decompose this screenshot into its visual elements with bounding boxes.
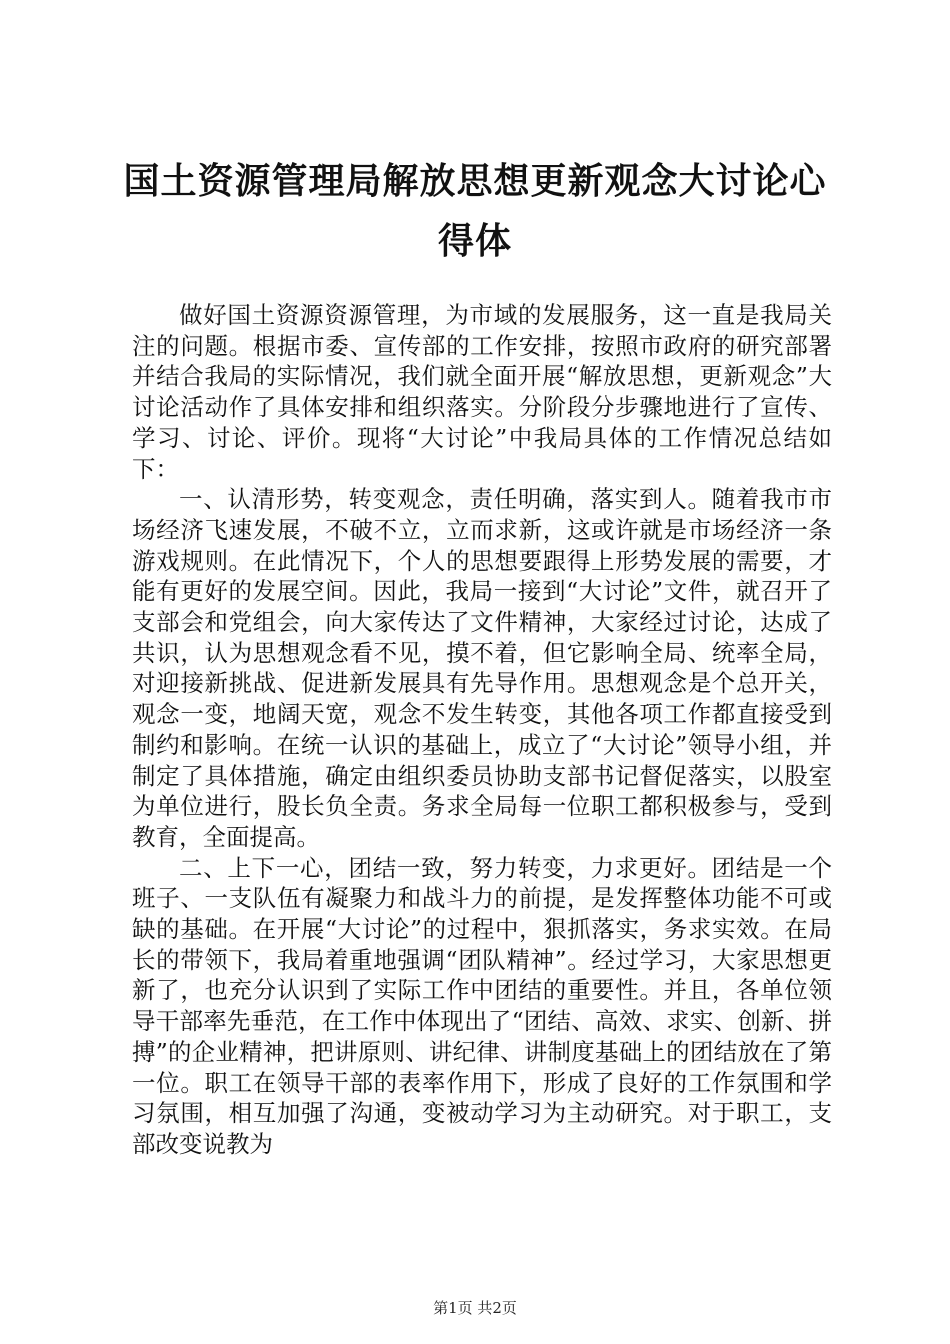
paragraph-section-two: 二、上下一心，团结一致，努力转变，力求更好。团结是一个班子、一支队伍有凝聚力和战斗力的前提，是发挥整体功能不可或缺的基础。在开展“大讨论”的过程中，狠抓落实，务求实效。在局长的带领下，我局着重地强调“团队精神”。经过学习，大家思想更新了，也充分认识到了实际工作中团结的重要性。并且，各单位领导干部率先垂范，在工作中体现出了“团结、高效、求实、创新、拼搏”的企业精神，把讲原则、讲纪律、讲制度基础上的团结放在了第一位。职工在领导干部的表率作用下，形成了良好的工作氛围和学习氛围，相互加强了沟通，变被动学习为主动研究。对于职工，支部改变说教为 (132, 853, 832, 1158)
paragraph-section-one: 一、认清形势，转变观念，责任明确，落实到人。随着我市市场经济飞速发展，不破不立，立而求新，这或许就是市场经济一条游戏规则。在此情况下，个人的思想要跟得上形势发展的需要，才能有更好的发展空间。因此，我局一接到“大讨论”文件，就召开了支部会和党组会，向大家传达了文件精神，大家经过讨论，达成了共识，认为思想观念看不见，摸不着，但它影响全局、统率全局，对迎接新挑战、促进新发展具有先导作用。思想观念是个总开关，观念一变，地阔天宽，观念不发生转变，其他各项工作都直接受到制约和影响。在统一认识的基础上，成立了“大讨论”领导小组，并制定了具体措施，确定由组织委员协助支部书记督促落实，以股室为单位进行，股长负全责。务求全局每一位职工都积极参与，受到教育，全面提高。 (132, 485, 832, 851)
page-footer: 第1页 共2页 (433, 1299, 517, 1317)
document-title: 国土资源管理局解放思想更新观念大讨论心得体 (123, 161, 827, 262)
document-body (132, 300, 832, 1160)
paragraph-intro: 做好国土资源资源管理，为市域的发展服务，这一直是我局关注的问题。根据市委、宣传部的工作安排，按照市政府的研究部署并结合我局的实际情况，我们就全面开展“解放思想，更新观念”大讨论活动作了具体安排和组织落实。分阶段分步骤地进行了宣传、学习、讨论、评价。现将“大讨论”中我局具体的工作情况总结如下： (132, 301, 832, 483)
